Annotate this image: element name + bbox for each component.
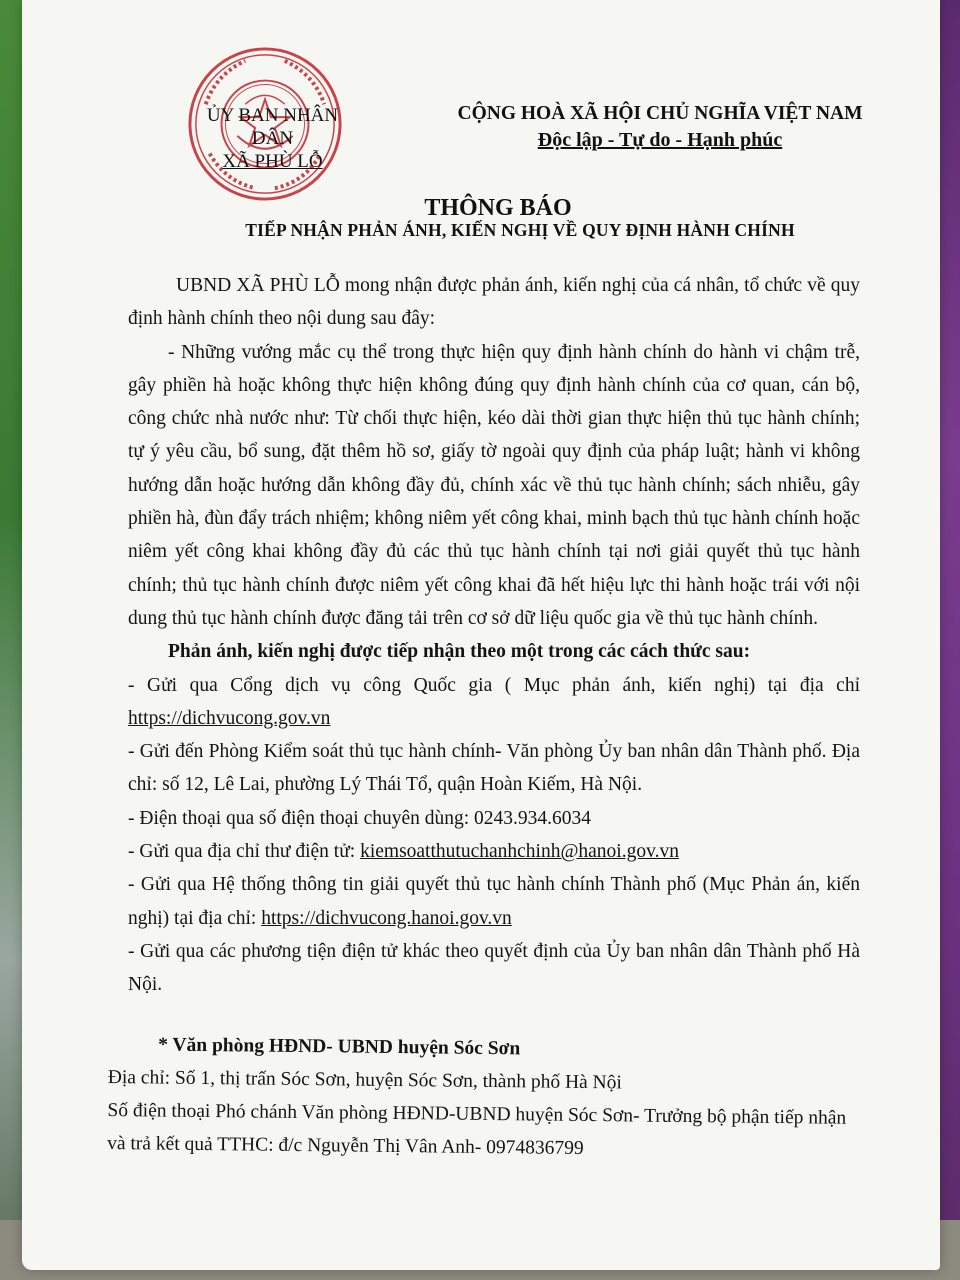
method-1-text: - Gửi qua Cổng dịch vụ công Quốc gia ( Mục phản ánh, kiến nghị) tại địa chỉ xyxy=(128,674,860,696)
method-3: - Điện thoại qua số điện thoại chuyên dùng: 0243.934.6034 xyxy=(128,807,592,829)
email-link[interactable]: kiemsoatthutuchanhchinh@hanoi.gov.vn xyxy=(360,841,679,863)
document-subtitle: TIẾP NHẬN PHẢN ÁNH, KIẾN NGHỊ VỀ QUY ĐỊNH HÀNH CHÍNH xyxy=(245,220,795,240)
hanoi-portal-link[interactable]: https://dichvucong.hanoi.gov.vn xyxy=(261,907,512,929)
methods-heading: Phản ánh, kiến nghị được tiếp nhận theo một trong các cách thức sau: xyxy=(168,641,751,663)
office-heading: * Văn phòng HĐND- UBND huyện Sóc Sơn xyxy=(158,1034,521,1060)
office-phone: Số điện thoại Phó chánh Văn phòng HĐND-UBND huyện Sóc Sơn- Trưởng bộ phận tiếp nhận và trả kết quả TTHC: đ/c Nguyễn Thị Vân Anh- 0974836799 xyxy=(107,1099,847,1159)
document-body xyxy=(128,269,860,1002)
method-4-text: - Gửi qua địa chỉ thư điện tử: xyxy=(128,841,361,863)
method-2: - Gửi đến Phòng Kiểm soát thủ tục hành chính- Văn phòng Ủy ban nhân dân Thành phố. Địa chỉ: số 12, Lê Lai, phường Lý Thái Tổ, quận Hoàn Kiếm, Hà Nội. xyxy=(128,741,860,796)
intro-paragraph: UBND XÃ PHÙ LỖ mong nhận được phản ánh, kiến nghị của cá nhân, tổ chức về quy định hành chính theo nội dung sau đây: xyxy=(128,275,860,330)
method-item xyxy=(128,669,860,736)
motto: Độc lập - Tự do - Hạnh phúc xyxy=(537,129,783,151)
country-name: CỘNG HOÀ XÃ HỘI CHỦ NGHĨA VIỆT NAM xyxy=(457,103,863,124)
content-paragraph: - Những vướng mắc cụ thể trong thực hiện quy định hành chính do hành vi chậm trễ, gây phiền hà hoặc không thực hiện không đúng quy định hành chính của cơ quan, cán bộ, công chức nhà nước như: Từ chối thực hiện, kéo dài thời gian thực hiện thủ tục hành chính; tự ý yêu cầu, bổ sung, đặt thêm hồ sơ, giấy tờ ngoài quy định của pháp luật; hành vi không hướng dẫn hoặc hướng dẫn không đầy đủ, chính xác về thủ tục hành chính; sách nhiễu, gây phiền hà, đùn đẩy trách nhiệm; không niêm yết công khai, minh bạch thủ tục hành chính hoặc niêm yết công khai không đầy đủ các thủ tục hành chính tại nơi giải quyết thủ tục hành chính; thủ tục hành chính được niêm yết công khai đã hết hiệu lực thi hành hoặc trái với nội dung thủ tục hành chính được đăng tải trên cơ sở dữ liệu quốc gia về thủ tục hành chính. xyxy=(128,341,860,629)
method-item xyxy=(128,835,860,868)
method-item xyxy=(128,868,860,935)
issuing-authority xyxy=(185,104,360,173)
national-motto xyxy=(455,100,865,154)
authority-name: ỦY BAN NHÂN DÂN xyxy=(206,105,339,149)
office-address: Địa chỉ: Số 1, thị trấn Sóc Sơn, huyện Sóc Sơn, thành phố Hà Nội xyxy=(107,1066,622,1094)
national-portal-link[interactable]: https://dichvucong.gov.vn xyxy=(128,707,331,729)
document-title: THÔNG BÁO xyxy=(424,195,572,221)
method-6: - Gửi qua các phương tiện điện tử khác theo quyết định của Ủy ban nhân dân Thành phố Hà Nội. xyxy=(128,940,860,996)
office-contact xyxy=(107,1034,858,1168)
commune-name: XÃ PHÙ LỖ xyxy=(222,151,323,172)
method-5-text: - Gửi qua Hệ thống thông tin giải quyết thủ tục hành chính Thành phố (Mục Phản án, kiến nghị) tại địa chỉ: xyxy=(128,874,860,929)
